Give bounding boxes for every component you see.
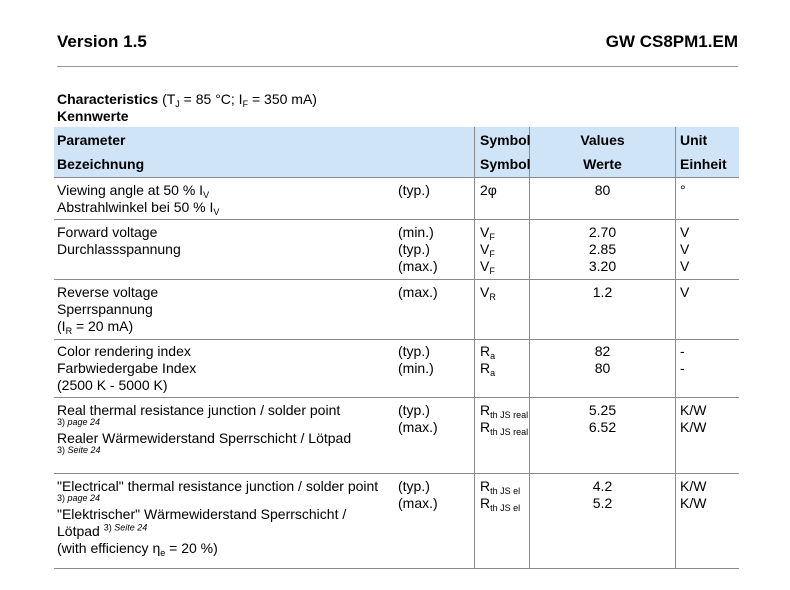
value: 3.20: [588, 258, 617, 274]
condition: (typ.): [398, 478, 430, 494]
symbol-sub: F: [489, 232, 495, 242]
symbol: V: [480, 241, 490, 257]
unit: V: [680, 241, 690, 257]
value: 80: [594, 360, 611, 376]
param-sub: V: [203, 190, 210, 200]
symbol-sub: th JS real: [490, 427, 529, 437]
param-forward-voltage: [57, 224, 181, 258]
symbol: R: [480, 495, 491, 511]
symbols: [480, 402, 528, 436]
param-en: Forward voltage: [57, 224, 158, 240]
param-de: Durchlassspannung: [57, 241, 181, 257]
unit: K/W: [680, 495, 707, 511]
unit: °: [680, 182, 686, 198]
row-divider: [54, 177, 739, 178]
column-divider-unit: [675, 127, 676, 569]
param-en: Reverse voltage: [57, 284, 159, 300]
value: 6.52: [588, 419, 617, 435]
document-id: GW CS8PM1.EM: [605, 32, 738, 51]
symbol: R: [480, 419, 491, 435]
value: 5.2: [592, 495, 613, 511]
row-divider: [54, 397, 739, 398]
value: 5.25: [588, 402, 617, 418]
footnote-number: 3): [103, 522, 112, 533]
page-header: [57, 32, 738, 56]
footnote-number: 3): [57, 417, 66, 427]
header-values: Values: [580, 132, 625, 148]
header-symbol: Symbol: [480, 132, 531, 148]
unit: K/W: [680, 478, 707, 494]
condition: (typ.): [398, 182, 430, 198]
footnote: [57, 417, 351, 428]
param-en: Color rendering index: [57, 343, 191, 359]
param-de: "Elektrischer" Wärmewiderstand Sperrschicht /: [57, 506, 347, 522]
symbol: R: [480, 402, 491, 418]
symbol: V: [480, 258, 490, 274]
footnote-ref: page 24: [67, 417, 101, 427]
conditions: [398, 343, 434, 377]
conditions-end: = 350 mA): [248, 91, 317, 107]
version-label: Version 1.5: [57, 32, 147, 51]
footnote-number: 3): [57, 445, 66, 455]
unit: V: [680, 258, 690, 274]
units: [680, 343, 685, 377]
symbol-sub: th JS el: [490, 486, 521, 496]
conditions-sub-f: F: [242, 99, 249, 109]
param-sub: V: [213, 207, 220, 217]
param-thermal-resistance-real: [57, 402, 351, 458]
footnote-number: 3): [57, 493, 66, 503]
condition: (max.): [398, 284, 438, 300]
symbol-sub: F: [489, 249, 495, 259]
footnote: [57, 493, 378, 504]
param-sub: R: [65, 326, 73, 336]
param-color-rendering-index: [57, 343, 196, 394]
symbol-sub: th JS el: [490, 503, 521, 513]
footnote-ref: page 24: [67, 493, 101, 503]
symbol-sub: R: [489, 292, 496, 302]
param-condition-end: = 20 mA): [72, 318, 134, 334]
header-unit-de: Einheit: [680, 156, 727, 172]
unit: V: [680, 284, 690, 300]
param-de: Abstrahlwinkel bei 50 % I: [57, 199, 214, 215]
param-de: Realer Wärmewiderstand Sperrschicht / Lötpad: [57, 430, 352, 446]
condition: (typ.): [398, 402, 430, 418]
param-en: "Electrical" thermal resistance junction / solder point: [57, 478, 379, 494]
conditions: [398, 224, 438, 275]
condition: (min.): [398, 360, 434, 376]
param-condition: (I: [57, 318, 66, 334]
param-reverse-voltage: [57, 284, 158, 335]
header-parameter: Parameter: [57, 132, 126, 148]
param-de: Farbwiedergabe Index: [57, 360, 197, 376]
row-divider: [54, 339, 739, 340]
conditions: [398, 402, 438, 436]
condition: (max.): [398, 258, 438, 274]
condition: (typ.): [398, 343, 430, 359]
param-range: (2500 K - 5000 K): [57, 377, 168, 393]
value: 2.85: [588, 241, 617, 257]
param-en: Viewing angle at 50 % I: [57, 182, 204, 198]
footnote: [104, 522, 148, 532]
unit: K/W: [680, 402, 707, 418]
section-title: [57, 91, 317, 107]
param-viewing-angle: [57, 182, 219, 216]
header-symbol-de: Symbol: [480, 156, 531, 172]
symbol: R: [480, 360, 491, 376]
symbol: R: [480, 478, 491, 494]
symbol-sub: th JS real: [490, 410, 529, 420]
param-sub: e: [160, 548, 166, 558]
condition: (max.): [398, 419, 438, 435]
condition: (min.): [398, 224, 434, 240]
symbols: [480, 224, 495, 275]
row-divider: [54, 473, 739, 474]
conditions: [398, 478, 438, 512]
unit: V: [680, 224, 690, 240]
condition: (typ.): [398, 241, 430, 257]
condition: (max.): [398, 495, 438, 511]
header-values-de: Werte: [583, 156, 622, 172]
footnote-ref: Seite 24: [67, 445, 101, 455]
value: 82: [594, 343, 611, 359]
value: 2.70: [588, 224, 617, 240]
symbol-sub: a: [490, 368, 496, 378]
unit: -: [680, 360, 685, 376]
header-divider: [57, 66, 738, 67]
footnote: [57, 445, 351, 456]
header-unit: Unit: [680, 132, 708, 148]
section-title-text: Characteristics: [57, 91, 159, 107]
value: 80: [594, 182, 611, 198]
unit: K/W: [680, 419, 707, 435]
row-divider: [54, 279, 739, 280]
conditions-mid: = 85 °C; I: [179, 91, 243, 107]
conditions: (T: [162, 91, 176, 107]
value: 4.2: [592, 478, 613, 494]
values: [530, 224, 675, 275]
characteristics-table: [54, 127, 739, 569]
symbol-cell: [480, 284, 496, 301]
column-divider-symbol: [474, 127, 475, 569]
symbol: R: [480, 343, 491, 359]
units: [680, 478, 706, 512]
symbols: [480, 478, 520, 512]
row-divider: [54, 568, 739, 569]
values: [530, 478, 675, 512]
symbol: V: [480, 284, 490, 300]
values: [530, 343, 675, 377]
unit: -: [680, 343, 685, 359]
units: [680, 402, 706, 436]
footnote-ref: Seite 24: [114, 522, 148, 533]
symbol: V: [480, 224, 490, 240]
units: [680, 224, 689, 275]
param-en: Real thermal resistance junction / solder point: [57, 402, 341, 418]
conditions-sub-j: J: [175, 99, 180, 109]
section-subtitle: Kennwerte: [57, 108, 129, 124]
row-divider: [54, 219, 739, 220]
value: 1.2: [592, 284, 613, 300]
symbol-sub: F: [489, 266, 495, 276]
header-parameter-de: Bezeichnung: [57, 156, 145, 172]
param-de: Sperrspannung: [57, 301, 153, 317]
values: [530, 402, 675, 436]
param-condition-end: = 20 %): [165, 540, 218, 556]
symbol-sub: a: [490, 351, 496, 361]
param-de-cont: Lötpad: [57, 523, 100, 539]
symbols: [480, 343, 495, 377]
param-thermal-resistance-electrical: [57, 478, 378, 557]
symbol: 2φ: [480, 182, 497, 198]
param-condition: (with efficiency η: [57, 540, 161, 556]
